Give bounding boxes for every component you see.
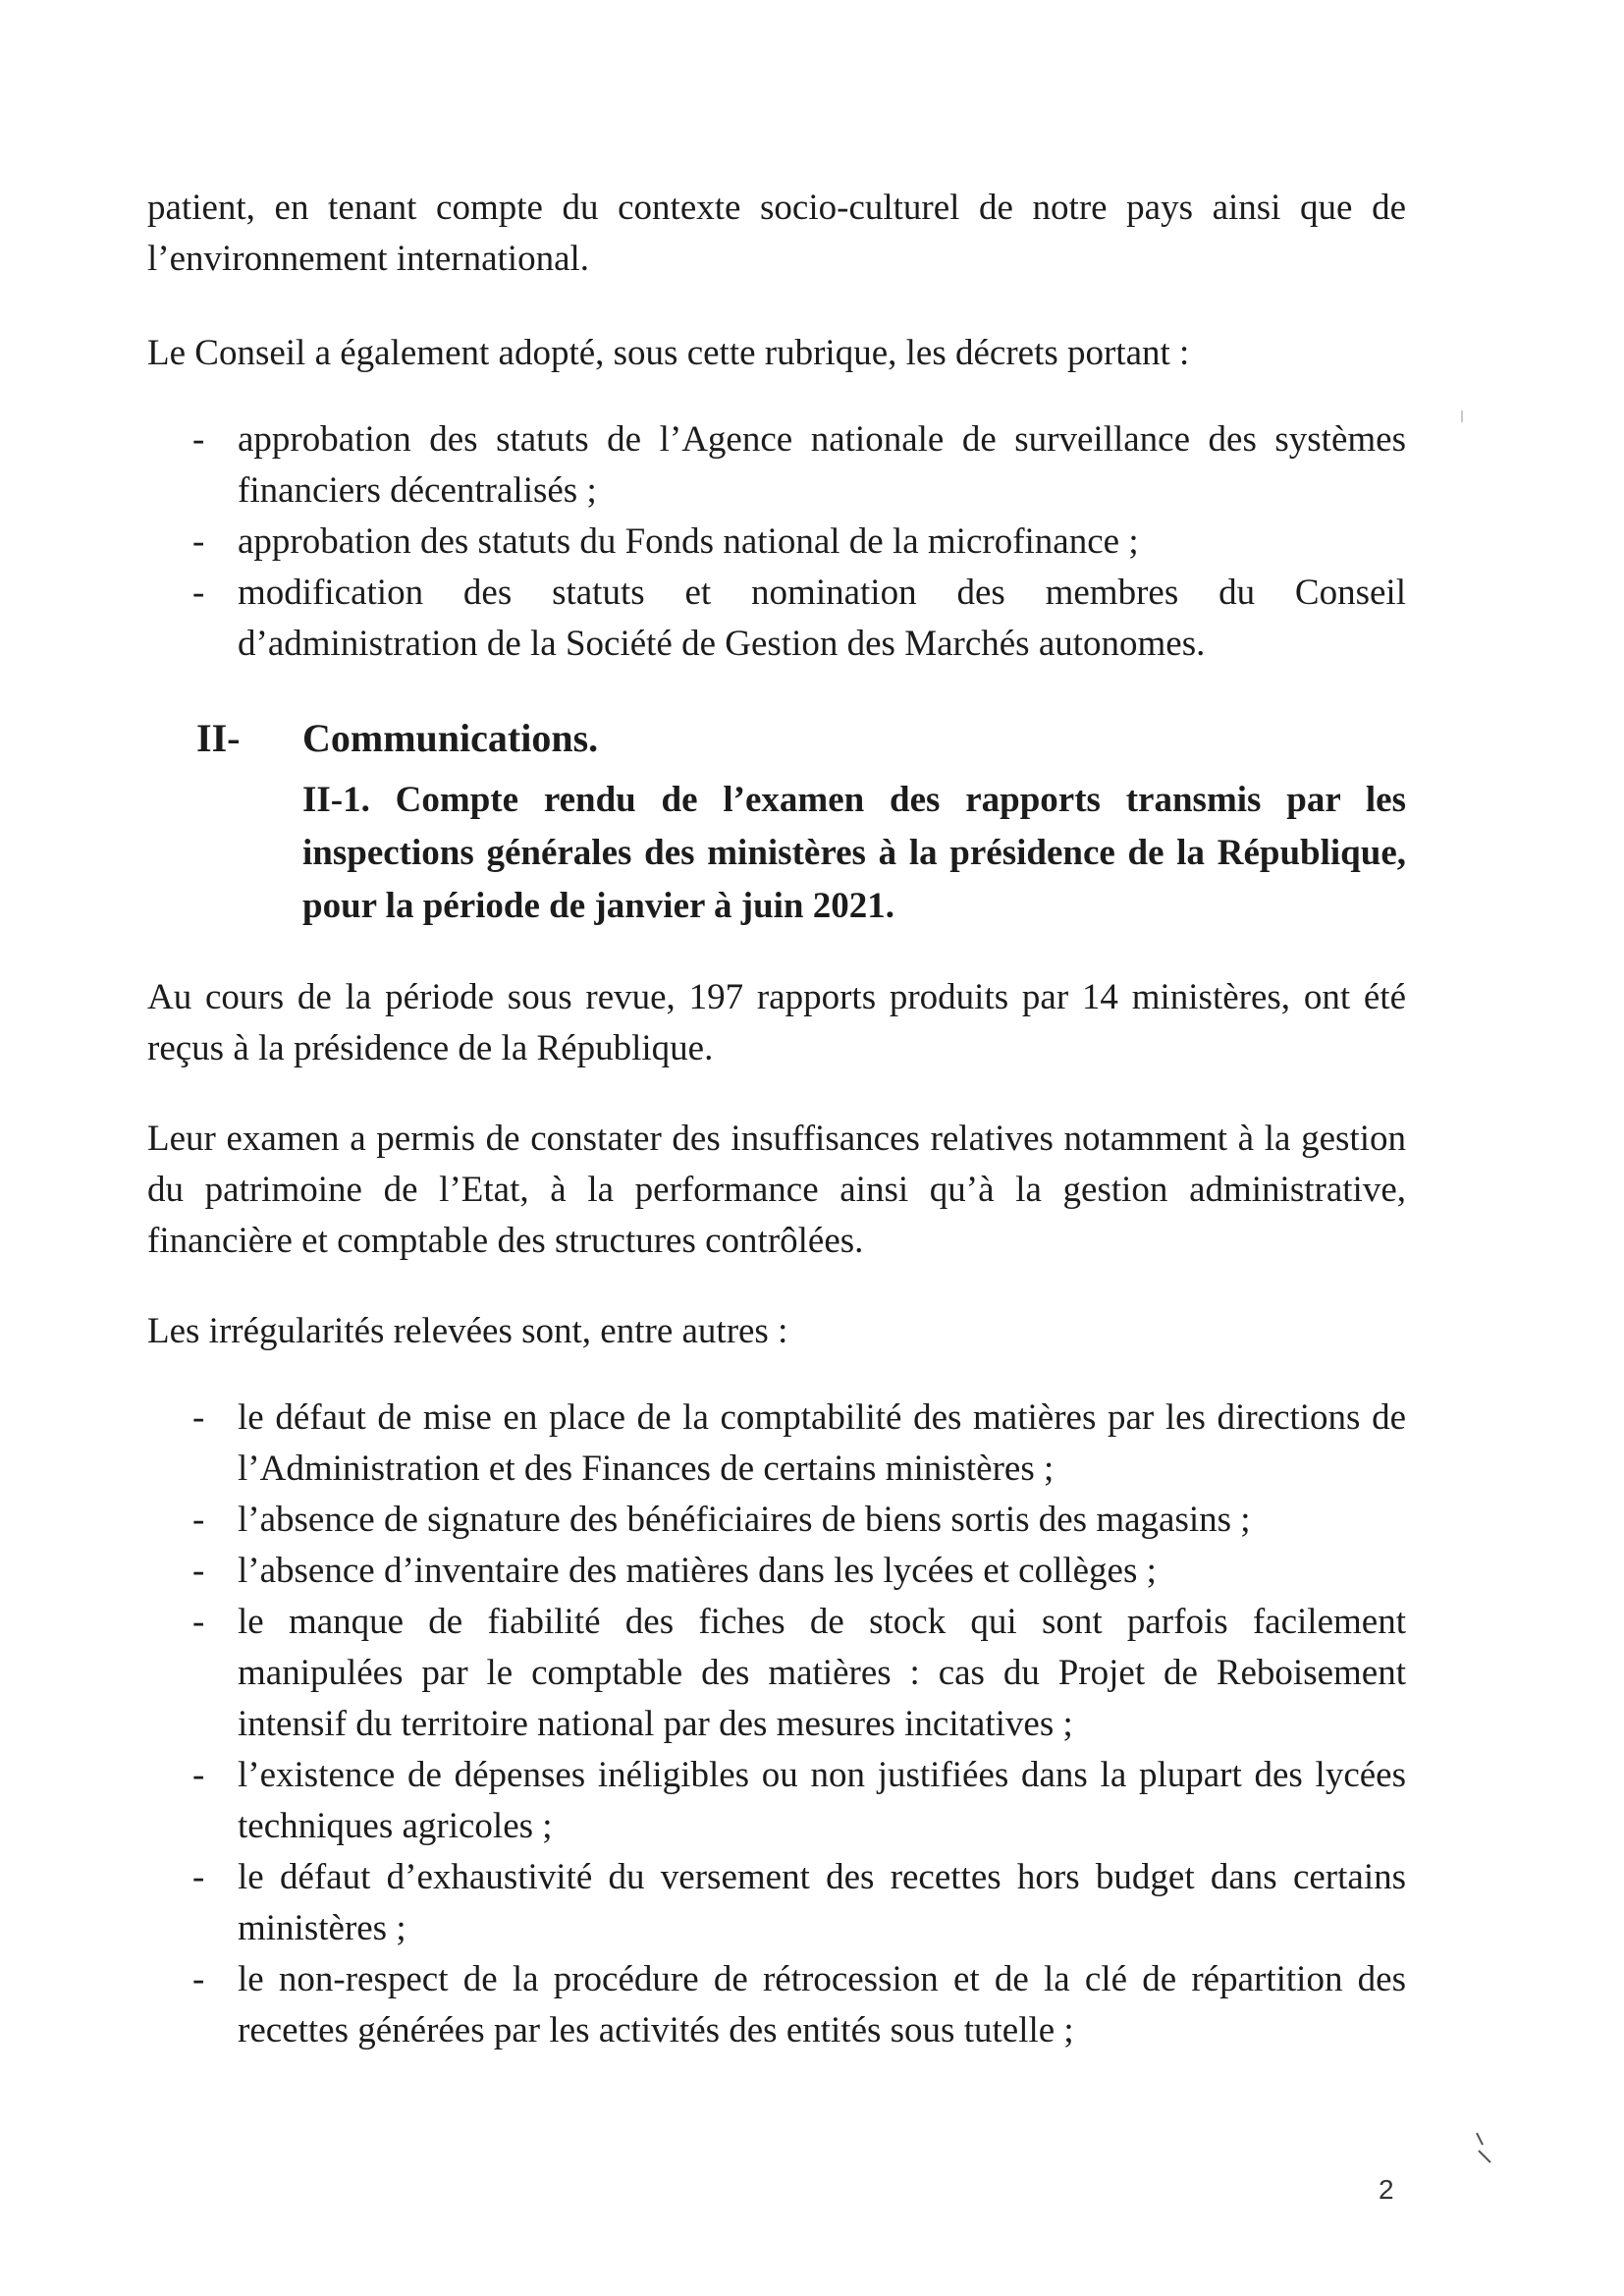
list-item: - le défaut d’exhaustivité du versement des recettes hors budget dans certains ministères ; [147, 1852, 1406, 1954]
page-number: 2 [1379, 2174, 1394, 2205]
list-item: - modification des statuts et nomination des membres du Conseil d’administration de la Société de Gestion des Marchés autonomes. [147, 568, 1406, 670]
irregularities-list [147, 1393, 1406, 2056]
decrees-list [147, 414, 1406, 670]
scan-artifact [1473, 2131, 1494, 2166]
section-heading [196, 711, 1406, 766]
section-title: Communications. [302, 716, 599, 760]
decrees-intro: Le Conseil a également adopté, sous cette rubrique, les décrets portant : [147, 333, 1190, 373]
body-paragraph: Au cours de la période sous revue, 197 rapports produits par 14 ministères, ont été reçus à la présidence de la République. [147, 977, 1406, 1068]
list-item: - le défaut de mise en place de la comptabilité des matières par les directions de l’Administration et des Finances de certains ministères ; [147, 1393, 1406, 1495]
list-item: - le non-respect de la procédure de rétrocession et de la clé de répartition des recettes générées par les activités des entités sous tutelle ; [147, 1954, 1406, 2056]
list-item: - l’absence de signature des bénéficiaires de biens sortis des magasins ; [147, 1495, 1406, 1546]
list-item: - le manque de fiabilité des fiches de stock qui sont parfois facilement manipulées par le comptable des matières : cas du Projet de Reboisement intensif du territoire national par des mesures incitatives ; [147, 1597, 1406, 1750]
section-number: II- [196, 716, 241, 760]
list-item: - approbation des statuts du Fonds national de la microfinance ; [147, 517, 1406, 568]
document-page [147, 183, 1406, 2098]
scan-artifact [1461, 410, 1463, 422]
subsection-heading: II-1. Compte rendu de l’examen des rapports transmis par les inspections générales des ministères à la présidence de la République, pour la période de janvier à juin 2021. [302, 780, 1406, 926]
body-paragraph: Leur examen a permis de constater des insuffisances relatives notamment à la gestion du patrimoine de l’Etat, à la performance ainsi qu’à la gestion administrative, financière et comptable des structures contrôlées. [147, 1119, 1406, 1261]
list-item: - l’existence de dépenses inéligibles ou non justifiées dans la plupart des lycées techniques agricoles ; [147, 1750, 1406, 1852]
intro-paragraph: patient, en tenant compte du contexte socio-culturel de notre pays ainsi que de l’environnement international. [147, 188, 1406, 279]
list-item: - approbation des statuts de l’Agence nationale de surveillance des systèmes financiers décentralisés ; [147, 414, 1406, 517]
irregularities-intro: Les irrégularités relevées sont, entre autres : [147, 1311, 788, 1351]
list-item: - l’absence d’inventaire des matières dans les lycées et collèges ; [147, 1546, 1406, 1597]
